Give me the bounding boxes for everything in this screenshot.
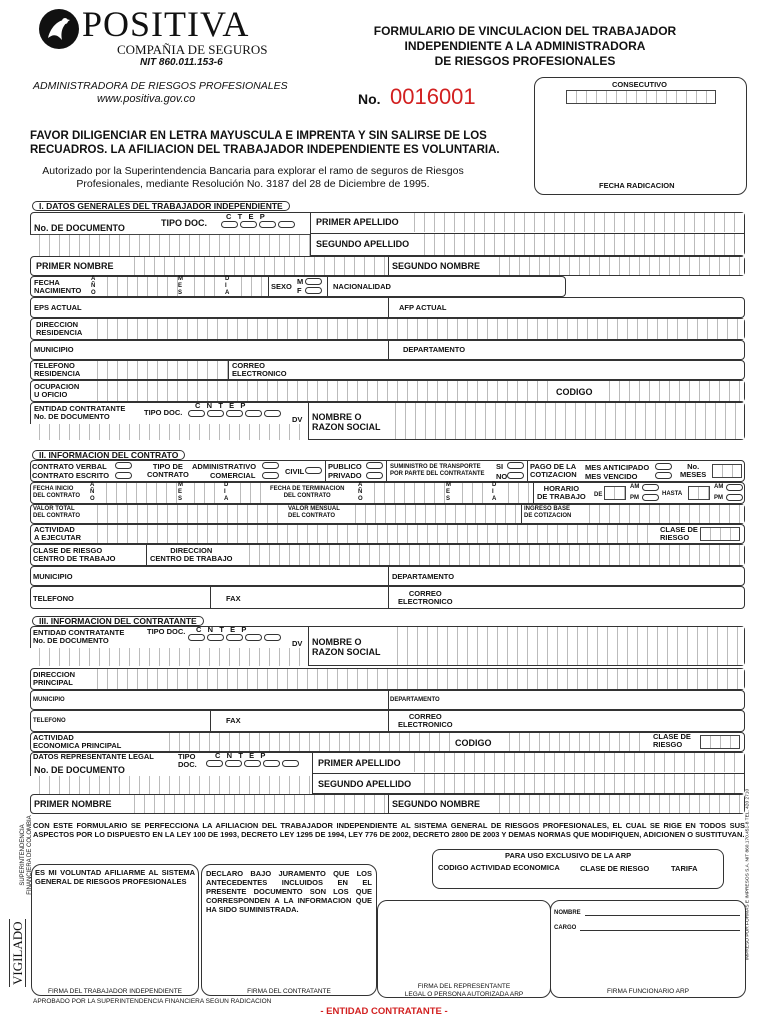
hasta-pm-checkbox[interactable] xyxy=(726,494,743,501)
doc-type-e-checkbox[interactable] xyxy=(259,221,276,228)
segundo-apellido-3-label: SEGUNDO APELLIDO xyxy=(318,779,412,789)
entidad-3-label: ENTIDAD CONTRATANTE No. DE DOCUMENTO xyxy=(33,628,125,645)
divider xyxy=(388,297,389,318)
divider xyxy=(386,460,387,482)
brand-subtitle: COMPAÑIA DE SEGUROS xyxy=(117,42,268,57)
divider xyxy=(388,256,389,276)
administrativo-label: ADMINISTRATIVO xyxy=(192,462,257,471)
correo-label: CORREO ELECTRONICO xyxy=(232,361,287,378)
datos-rep-label: DATOS REPRESENTANTE LEGAL xyxy=(33,752,154,761)
no-documento-input[interactable] xyxy=(30,234,310,256)
nombre-label: NOMBRE xyxy=(554,910,581,916)
de-pm-checkbox[interactable] xyxy=(642,494,659,501)
civil-checkbox[interactable] xyxy=(305,467,322,474)
website: www.positiva.gov.co xyxy=(97,93,196,105)
codigo-actividad-label: CODIGO ACTIVIDAD ECONOMICA xyxy=(438,863,560,872)
afp-label: AFP ACTUAL xyxy=(399,303,447,312)
direccion-centro-input[interactable] xyxy=(240,545,744,565)
codigo-input[interactable] xyxy=(600,381,744,401)
correo-3-label: CORREO ELECTRONICO xyxy=(398,712,453,729)
brand-name: POSITIVA xyxy=(82,4,250,44)
suministro-no-checkbox[interactable] xyxy=(507,472,524,479)
direccion-input[interactable] xyxy=(88,319,744,339)
primer-apellido-label: PRIMER APELLIDO xyxy=(316,217,399,227)
fecha-nacimiento-label: FECHA NACIMIENTO xyxy=(34,278,82,295)
segundo-nombre-input[interactable] xyxy=(490,257,744,275)
entidad-doc-c-checkbox[interactable] xyxy=(188,410,205,417)
contrato-escrito-label: CONTRATO ESCRITO xyxy=(32,471,110,480)
form-number: 0016001 xyxy=(390,84,476,109)
doc-letters-3: C N T E P xyxy=(196,625,247,634)
form-title: FORMULARIO DE VINCULACION DEL TRABAJADOR INDEPENDIENTE A LA ADMINISTRADORA DE RIESGOS PROFESIONALES xyxy=(373,24,677,68)
mes-anticipado-label: MES ANTICIPADO xyxy=(585,463,650,472)
publico-label: PUBLICO xyxy=(328,462,362,471)
birth-day-input[interactable] xyxy=(232,277,268,296)
rep-doc-p-checkbox[interactable] xyxy=(282,760,299,767)
entidad-label: ENTIDAD CONTRATANTE No. DE DOCUMENTO xyxy=(34,404,126,421)
contratante-doc-e-checkbox[interactable] xyxy=(245,634,262,641)
pm-label-2: PM xyxy=(714,495,723,501)
privado-label: PRIVADO xyxy=(328,471,362,480)
primer-apellido-input[interactable] xyxy=(405,213,744,232)
rep-doc-n-checkbox[interactable] xyxy=(225,760,242,767)
cargo-label: CARGO xyxy=(554,925,577,931)
contratante-doc-p-checkbox[interactable] xyxy=(264,634,281,641)
primer-nombre-label: PRIMER NOMBRE xyxy=(36,261,114,271)
actividad-3-input[interactable] xyxy=(160,733,450,751)
divider xyxy=(533,482,534,504)
divider xyxy=(228,360,229,380)
divider xyxy=(308,402,309,440)
clase-riesgo-label: CLASE DE RIESGO xyxy=(660,525,698,542)
telefono-2-label: TELEFONO xyxy=(33,594,74,603)
divider xyxy=(210,710,211,732)
entidad-doc-n-checkbox[interactable] xyxy=(207,410,224,417)
direccion-centro-label: DIRECCION CENTRO DE TRABAJO xyxy=(150,546,233,563)
firma-contratante-area[interactable] xyxy=(210,925,370,980)
ft-dia-label: D I A xyxy=(492,482,497,502)
uso-exclusivo-label: PARA USO EXCLUSIVO DE LA ARP xyxy=(505,851,632,860)
municipio-2-label: MUNICIPIO xyxy=(33,572,73,581)
instructions: FAVOR DILIGENCIAR EN LETRA MAYUSCULA E IMPRENTA Y SIN SALIRSE DE LOS RECUADROS. LA AFILIACION DEL TRABAJADOR INDEPENDIENTE ES VOLUNTARIA. xyxy=(30,130,500,156)
tipo-doc-label: TIPO DOC. xyxy=(161,218,208,228)
voluntad-text: ES MI VOLUNTAD AFILIARME AL SISTEMA GENERAL DE RIESGOS PROFESIONALES xyxy=(35,868,195,886)
birth-month-input[interactable] xyxy=(185,277,223,296)
administrativo-checkbox[interactable] xyxy=(262,462,279,469)
codigo-3-label: CODIGO xyxy=(455,738,492,748)
publico-checkbox[interactable] xyxy=(366,462,383,469)
valor-mensual-input[interactable] xyxy=(346,505,521,523)
clase-riesgo-footer-label: CLASE DE RIESGO xyxy=(580,864,650,873)
actividad-3-label: ACTIVIDAD ECONOMICA PRINCIPAL xyxy=(33,733,122,750)
nombre-line[interactable] xyxy=(585,915,740,916)
eps-label: EPS ACTUAL xyxy=(34,303,82,312)
civil-label: CIVIL xyxy=(285,467,305,476)
fecha-inicio-day-input[interactable] xyxy=(231,483,267,503)
declaro-text: DECLARO BAJO JURAMENTO QUE LOS ANTECEDENTES INCLUIDOS EN EL PRESENTE DOCUMENTO SON LOS QUE CORRESPONDEN A LA INFORMACION QUE HA SIDO SUMINISTRADA. xyxy=(206,869,372,914)
entidad-contratante-footer: - ENTIDAD CONTRATANTE - xyxy=(320,1006,448,1017)
tipo-doc-3-label: TIPO DOC. xyxy=(147,627,186,636)
divider xyxy=(388,586,389,609)
comercial-checkbox[interactable] xyxy=(262,472,279,479)
hasta-am-checkbox[interactable] xyxy=(726,484,743,491)
razon-3-input[interactable] xyxy=(388,627,744,665)
entidad-doc-e-checkbox[interactable] xyxy=(245,410,262,417)
telefono-input[interactable] xyxy=(88,361,228,379)
segundo-apellido-3-input[interactable] xyxy=(415,774,744,793)
consecutivo-input[interactable] xyxy=(566,90,716,104)
superintendencia-stamp: SUPERINTENDENCIA FINANCIERA DE COLOMBIA xyxy=(20,815,33,895)
contrato-escrito-checkbox[interactable] xyxy=(115,472,132,479)
segundo-nombre-3-input[interactable] xyxy=(490,795,744,813)
firma-contratante-label: FIRMA DEL CONTRATANTE xyxy=(247,988,331,995)
dia-label: D I A xyxy=(225,276,230,296)
fax-3-label: FAX xyxy=(226,716,241,725)
divider xyxy=(325,460,326,482)
horario-label: HORARIO DE TRABAJO xyxy=(537,484,586,501)
fecha-inicio-year-input[interactable] xyxy=(97,483,177,503)
de-am-checkbox[interactable] xyxy=(642,484,659,491)
print-info: IMPRESO POR FORMAS E IMPRESOS S.A. NIT 860.170.451-8 TEL. 420 2710 xyxy=(745,788,751,961)
clase-riesgo-input[interactable] xyxy=(700,527,740,541)
fecha-terminacion-year-input[interactable] xyxy=(365,483,445,503)
no-documento-label: No. DE DOCUMENTO xyxy=(34,223,125,233)
rep-doc-t-checkbox[interactable] xyxy=(244,760,261,767)
hasta-label: HASTA xyxy=(662,491,683,497)
municipio-3-label: MUNICIPIO xyxy=(33,697,65,703)
codigo-3-input[interactable] xyxy=(500,733,644,751)
clase-riesgo-centro-label: CLASE DE RIESGO CENTRO DE TRABAJO xyxy=(33,546,116,563)
firma-trabajador-label: FIRMA DEL TRABAJADOR INDEPENDIENTE xyxy=(48,988,182,995)
ft-mes-label: M E S xyxy=(446,482,451,502)
dv-3-label: DV xyxy=(292,639,303,648)
privado-checkbox[interactable] xyxy=(366,472,383,479)
mes-vencido-checkbox[interactable] xyxy=(655,472,672,479)
telefono-3-label: TELEFONO xyxy=(33,718,66,724)
segundo-apellido-label: SEGUNDO APELLIDO xyxy=(316,239,410,249)
legal-text: CON ESTE FORMULARIO SE PERFECCIONA LA AFILIACION DEL TRABAJADOR INDEPENDIENTE AL SISTEMA GENERAL DE RIESGOS PROFESIONALES, EL CUAL SE RIGE EN TODOS SUS ASPECTOS POR LO DISPUESTO EN LA LEY 100 DE 1993, DECRETO LEY 1295 DE 1994, LEY 776 DE 2002, DECRETO 2800 DE 2003 Y DEMAS NORMAS QUE MODIFIQUEN, ADICIONEN O SUSTITUYAN. xyxy=(33,821,745,839)
no-meses-label: No. MESES xyxy=(680,462,707,479)
actividad-input[interactable] xyxy=(88,525,648,543)
contratante-doc-c-checkbox[interactable] xyxy=(188,634,205,641)
consecutivo-label: CONSECUTIVO xyxy=(612,80,668,89)
contratante-doc-n-checkbox[interactable] xyxy=(207,634,224,641)
no-meses-input[interactable] xyxy=(712,464,742,478)
cargo-line[interactable] xyxy=(580,930,740,931)
fecha-terminacion-label: FECHA DE TERMINACION DEL CONTRATO xyxy=(270,486,345,499)
divider xyxy=(388,340,389,360)
tipo-doc2-label: TIPO DOC. xyxy=(144,408,183,417)
doc-type-p-checkbox[interactable] xyxy=(278,221,295,228)
doc-type-letters: C T E P xyxy=(226,212,265,221)
fi-ano-label: A Ñ O xyxy=(90,482,95,502)
primer-nombre-input[interactable] xyxy=(125,257,387,275)
primer-apellido-3-label: PRIMER APELLIDO xyxy=(318,758,401,768)
razon-social-input[interactable] xyxy=(386,403,744,439)
segundo-nombre-3-label: SEGUNDO NOMBRE xyxy=(392,799,481,809)
contrato-verbal-label: CONTRATO VERBAL xyxy=(32,462,107,471)
divider xyxy=(146,544,147,566)
divider xyxy=(388,690,389,710)
mes-anticipado-checkbox[interactable] xyxy=(655,463,672,470)
doc-letters2: C N T E P xyxy=(195,401,246,410)
ocupacion-label: OCUPACION U OFICIO xyxy=(34,382,80,399)
fecha-terminacion-month-input[interactable] xyxy=(453,483,491,503)
departamento-3-label: DEPARTAMENTO xyxy=(390,697,440,703)
rep-doc-input[interactable] xyxy=(30,776,312,794)
municipio-label: MUNICIPIO xyxy=(34,345,74,354)
no-documento-3-label: No. DE DOCUMENTO xyxy=(34,765,125,775)
sexo-label: SEXO xyxy=(271,282,292,291)
ingreso-base-input[interactable] xyxy=(580,505,744,523)
si-label: SI xyxy=(496,462,504,471)
fecha-inicio-label: FECHA INICIO DEL CONTRATO xyxy=(33,486,81,499)
logo xyxy=(38,8,80,50)
section-2-title: II. INFORMACION DEL CONTRATO xyxy=(32,450,185,460)
direccion-label: DIRECCION RESIDENCIA xyxy=(36,320,83,337)
fi-dia-label: D I A xyxy=(224,482,229,502)
contratante-doc-input[interactable] xyxy=(30,648,308,666)
admin-text: ADMINISTRADORA DE RIESGOS PROFESIONALES xyxy=(33,80,288,92)
suministro-si-checkbox[interactable] xyxy=(507,462,524,469)
clase-riesgo-3-label: CLASE DE RIESGO xyxy=(653,732,691,749)
horario-hasta-input[interactable] xyxy=(688,486,710,500)
sexo-m-label: M xyxy=(297,277,304,286)
sexo-f-label: F xyxy=(297,286,302,295)
correo-2-label: CORREO ELECTRONICO xyxy=(398,589,453,606)
divider xyxy=(210,586,211,609)
dv-label: DV xyxy=(292,415,303,424)
firma-funcionario-label: FIRMA FUNCIONARIO ARP xyxy=(607,988,689,995)
fecha-radicacion-label: FECHA RADICACION xyxy=(599,181,675,190)
entidad-doc-input[interactable] xyxy=(30,424,308,440)
entidad-doc-t-checkbox[interactable] xyxy=(226,410,243,417)
sexo-m-checkbox[interactable] xyxy=(305,278,322,285)
birth-year-input[interactable] xyxy=(98,277,178,296)
sexo-f-checkbox[interactable] xyxy=(305,287,322,294)
divider xyxy=(388,566,389,586)
doc-type-t-checkbox[interactable] xyxy=(240,221,257,228)
firma-trabajador-area[interactable] xyxy=(40,905,190,980)
fax-2-label: FAX xyxy=(226,594,241,603)
contratante-doc-t-checkbox[interactable] xyxy=(226,634,243,641)
form-number-label: No. xyxy=(358,91,381,107)
segundo-apellido-input[interactable] xyxy=(415,234,744,255)
suministro-label: SUMINISTRO DE TRANSPORTE POR PARTE DEL CONTRATANTE xyxy=(390,464,485,477)
divider xyxy=(327,276,328,297)
aprobado-text: APROBADO POR LA SUPERINTENDENCIA FINANCIERA SEGUN RADICACION xyxy=(33,998,272,1005)
pago-label: PAGO DE LA COTIZACION xyxy=(530,462,577,479)
telefono-label: TELEFONO RESIDENCIA xyxy=(34,361,81,378)
mes-label: M E S xyxy=(178,276,183,296)
razon-social-label: NOMBRE O RAZON SOCIAL xyxy=(312,412,381,432)
contrato-verbal-checkbox[interactable] xyxy=(115,462,132,469)
horario-de-input[interactable] xyxy=(604,486,626,500)
divider xyxy=(310,212,311,256)
direccion-3-label: DIRECCION PRINCIPAL xyxy=(33,670,76,687)
actividad-label: ACTIVIDAD A EJECUTAR xyxy=(34,525,82,542)
vigilado-text: VIGILADO xyxy=(10,921,25,985)
tipo-doc-rep-label: TIPO DOC. xyxy=(178,752,197,769)
mes-vencido-label: MES VENCIDO xyxy=(585,472,638,481)
entidad-doc-p-checkbox[interactable] xyxy=(264,410,281,417)
firma-representante-area[interactable] xyxy=(385,905,545,980)
authorized-text: Autorizado por la Superintendencia Bancaria para explorar el ramo de seguros de Riesgos Profesionales, mediante Resolución No. 3187 del 28 de Diciembre de 1995. xyxy=(42,165,464,190)
rep-doc-e-checkbox[interactable] xyxy=(263,760,280,767)
direccion-3-input[interactable] xyxy=(88,669,744,689)
ingreso-base-label: INGRESO BASE DE COTIZACION xyxy=(524,506,572,519)
tipo-contrato-label: TIPO DE CONTRATO xyxy=(147,462,189,479)
razon-3-label: NOMBRE O RAZON SOCIAL xyxy=(312,637,381,657)
firma-representante-label: FIRMA DEL REPRESENTANTE LEGAL O PERSONA AUTORIZADA ARP xyxy=(404,983,524,998)
primer-nombre-3-input[interactable] xyxy=(125,795,387,813)
positiva-logo-icon xyxy=(38,8,80,50)
divider xyxy=(308,626,309,666)
departamento-2-label: DEPARTAMENTO xyxy=(392,572,455,581)
valor-total-input[interactable] xyxy=(88,505,283,523)
divider xyxy=(388,794,389,814)
valor-mensual-label: VALOR MENSUAL DEL CONTRATO xyxy=(288,506,340,519)
ft-ano-label: A Ñ O xyxy=(358,482,363,502)
valor-total-label: VALOR TOTAL DEL CONTRATO xyxy=(33,506,81,519)
doc-type-c-checkbox[interactable] xyxy=(221,221,238,228)
clase-riesgo-3-input[interactable] xyxy=(700,735,740,749)
primer-apellido-3-input[interactable] xyxy=(405,753,744,772)
de-label: DE xyxy=(594,492,603,498)
pm-label-1: PM xyxy=(630,495,639,501)
divider xyxy=(521,504,522,524)
divider xyxy=(388,710,389,732)
section-1-title: I. DATOS GENERALES DEL TRABAJADOR INDEPENDIENTE xyxy=(32,201,290,211)
ocupacion-input[interactable] xyxy=(88,381,548,401)
section-3-title: III. INFORMACION DEL CONTRATANTE xyxy=(32,616,204,626)
primer-nombre-3-label: PRIMER NOMBRE xyxy=(34,799,112,809)
fecha-terminacion-day-input[interactable] xyxy=(499,483,533,503)
no-label: NO xyxy=(496,472,508,481)
tarifa-label: TARIFA xyxy=(671,864,698,873)
am-label-2: AM xyxy=(714,484,724,490)
segundo-nombre-label: SEGUNDO NOMBRE xyxy=(392,261,481,271)
nacionalidad-label: NACIONALIDAD xyxy=(333,282,391,291)
am-label-1: AM xyxy=(630,484,640,490)
ano-label: A Ñ O xyxy=(91,276,96,296)
rep-doc-c-checkbox[interactable] xyxy=(206,760,223,767)
fecha-inicio-month-input[interactable] xyxy=(185,483,223,503)
vigilado-stamp xyxy=(9,921,27,987)
divider xyxy=(527,460,528,482)
departamento-label: DEPARTAMENTO xyxy=(403,345,466,354)
codigo-label: CODIGO xyxy=(556,387,593,397)
divider xyxy=(268,276,269,297)
comercial-label: COMERCIAL xyxy=(210,471,256,480)
nit: NIT 860.011.153-6 xyxy=(140,57,223,68)
doc-letters-rep: C N T E P xyxy=(215,751,266,760)
fi-mes-label: M E S xyxy=(178,482,183,502)
